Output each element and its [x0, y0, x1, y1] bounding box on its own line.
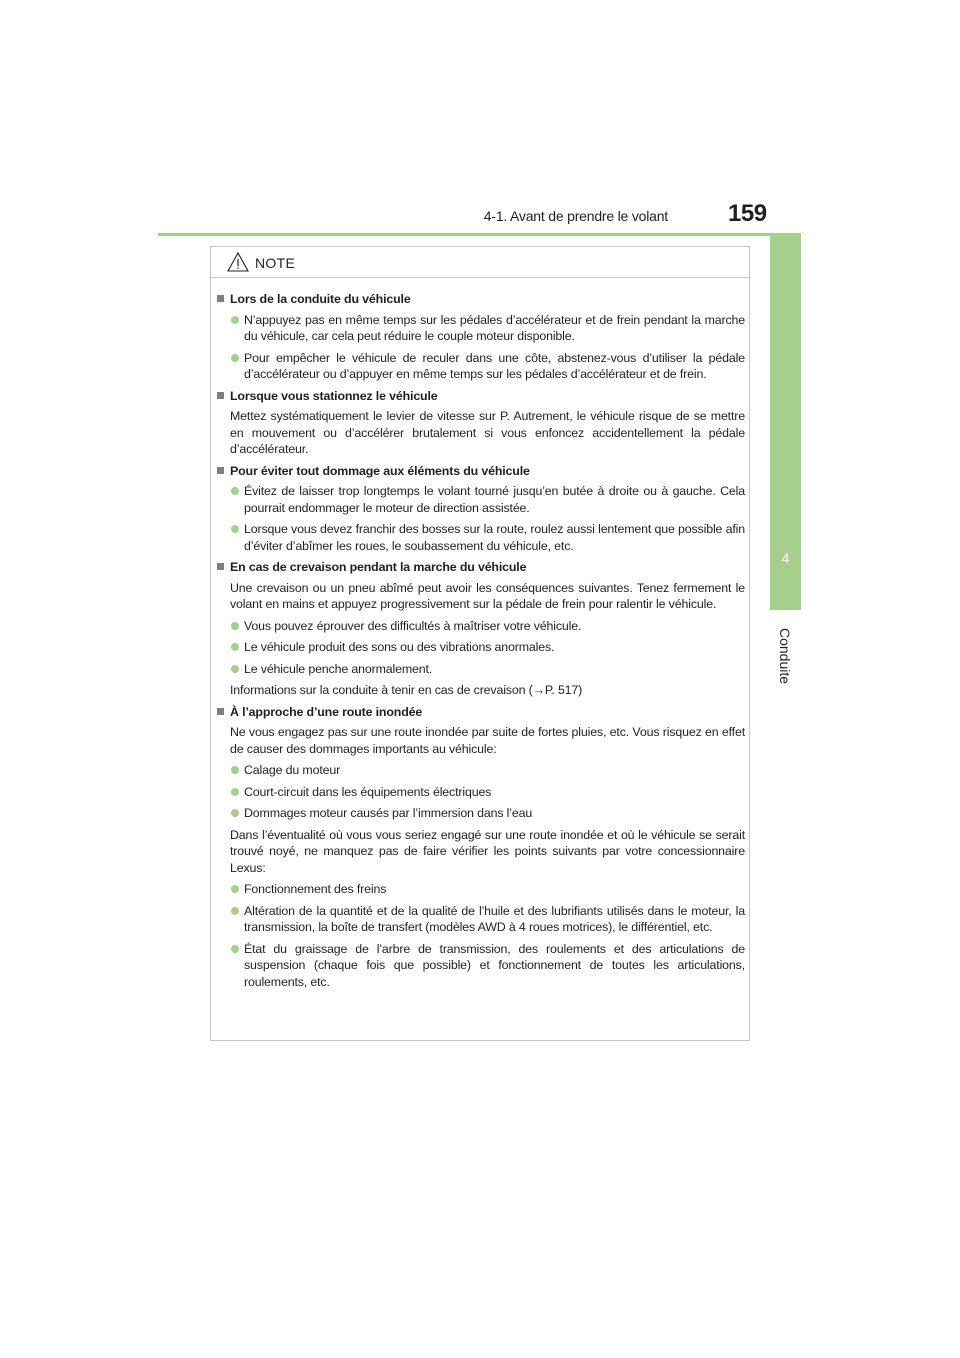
list-item: Lorsque vous devez franchir des bosses sur la route, roulez aussi lentement que possible afin d’éviter d’abîmer les roues, le soubassement du véhicule, etc. [230, 521, 745, 554]
note-box [210, 246, 750, 1041]
circle-bullet-icon [231, 788, 239, 796]
square-bullet-icon [217, 467, 224, 474]
paragraph: Informations sur la conduite à tenir en cas de crevaison (→P. 517) [230, 683, 583, 697]
header-section-title: 4-1. Avant de prendre le volant [483, 208, 668, 224]
circle-bullet-icon [231, 665, 239, 673]
square-bullet-icon [217, 295, 224, 302]
list-item: Calage du moteur [230, 762, 745, 779]
chapter-number: 4 [781, 550, 790, 566]
circle-bullet-icon [231, 354, 239, 362]
note-body [217, 291, 745, 990]
list-item: Le véhicule penche anormalement. [230, 661, 745, 678]
square-bullet-icon [217, 563, 224, 570]
circle-bullet-icon [231, 885, 239, 893]
list-item: N’appuyez pas en même temps sur les pédales d’accélérateur et de frein pendant la marche du véhicule, car cela peut réduire le couple moteur disponible. [230, 312, 745, 345]
circle-bullet-icon [231, 622, 239, 630]
paragraph: Dans l’éventualité où vous vous seriez engagé sur une route inondée et où le véhicule se serait trouvé noyé, ne manquez pas de faire vérifier les points suivants par votre concessionnaire Lexus: [230, 827, 745, 875]
list-item: Vous pouvez éprouver des difficultés à maîtriser votre véhicule. [230, 618, 745, 635]
paragraph: Une crevaison ou un pneu abîmé peut avoir les conséquences suivantes. Tenez fermement le volant en mains et appuyez progressivement sur la pédale de frein pour ralentir le véhicule. [230, 580, 745, 611]
header-rule [158, 233, 801, 236]
list-item: État du graissage de l’arbre de transmission, des roulements et des articulations de suspension (chaque fois que possible) et fonctionnement de toutes les articulations, roulements, etc. [230, 941, 745, 991]
section-title: Pour éviter tout dommage aux éléments du véhicule [217, 463, 745, 480]
section-title: En cas de crevaison pendant la marche du véhicule [217, 559, 745, 576]
square-bullet-icon [217, 708, 224, 715]
circle-bullet-icon [231, 809, 239, 817]
section-title: À l’approche d’une route inondée [217, 704, 745, 721]
circle-bullet-icon [231, 487, 239, 495]
section-title: Lors de la conduite du véhicule [217, 291, 745, 308]
note-title: NOTE [255, 255, 296, 271]
circle-bullet-icon [231, 945, 239, 953]
page-number: 159 [728, 200, 767, 227]
paragraph: Ne vous engagez pas sur une route inondée par suite de fortes pluies, etc. Vous risquez en effet de causer des dommages importants au véhicule: [230, 725, 745, 756]
circle-bullet-icon [231, 766, 239, 774]
chapter-label: Conduite [777, 627, 794, 685]
square-bullet-icon [217, 392, 224, 399]
section-title: Lorsque vous stationnez le véhicule [217, 388, 745, 405]
circle-bullet-icon [231, 525, 239, 533]
warning-triangle-icon [227, 252, 249, 272]
note-header [211, 247, 749, 278]
paragraph: Mettez systématiquement le levier de vitesse sur P. Autrement, le véhicule risque de se mettre en mouvement ou d’accélérer brutalement si vous enfoncez accidentellement la pédale d’accélérateur. [230, 409, 745, 456]
list-item: Évitez de laisser trop longtemps le volant tourné jusqu’en butée à droite ou à gauche. Cela pourrait endommager le moteur de direction assistée. [230, 483, 745, 516]
circle-bullet-icon [231, 643, 239, 651]
list-item: Dommages moteur causés par l’immersion dans l’eau [230, 805, 745, 822]
list-item: Le véhicule produit des sons ou des vibrations anormales. [230, 639, 745, 656]
list-item: Fonctionnement des freins [230, 881, 745, 898]
circle-bullet-icon [231, 316, 239, 324]
circle-bullet-icon [231, 907, 239, 915]
list-item: Pour empêcher le véhicule de reculer dans une côte, abstenez-vous d’utiliser la pédale d’accélérateur ou d’appuyer en même temps sur les pédales d’accélérateur et de frein. [230, 350, 745, 383]
list-item: Altération de la quantité et de la qualité de l’huile et des lubrifiants utilisés dans le moteur, la transmission, la boîte de transfert (modèles AWD à 4 roues motrices), le différentiel, etc. [230, 903, 745, 936]
list-item: Court-circuit dans les équipements électriques [230, 784, 745, 801]
